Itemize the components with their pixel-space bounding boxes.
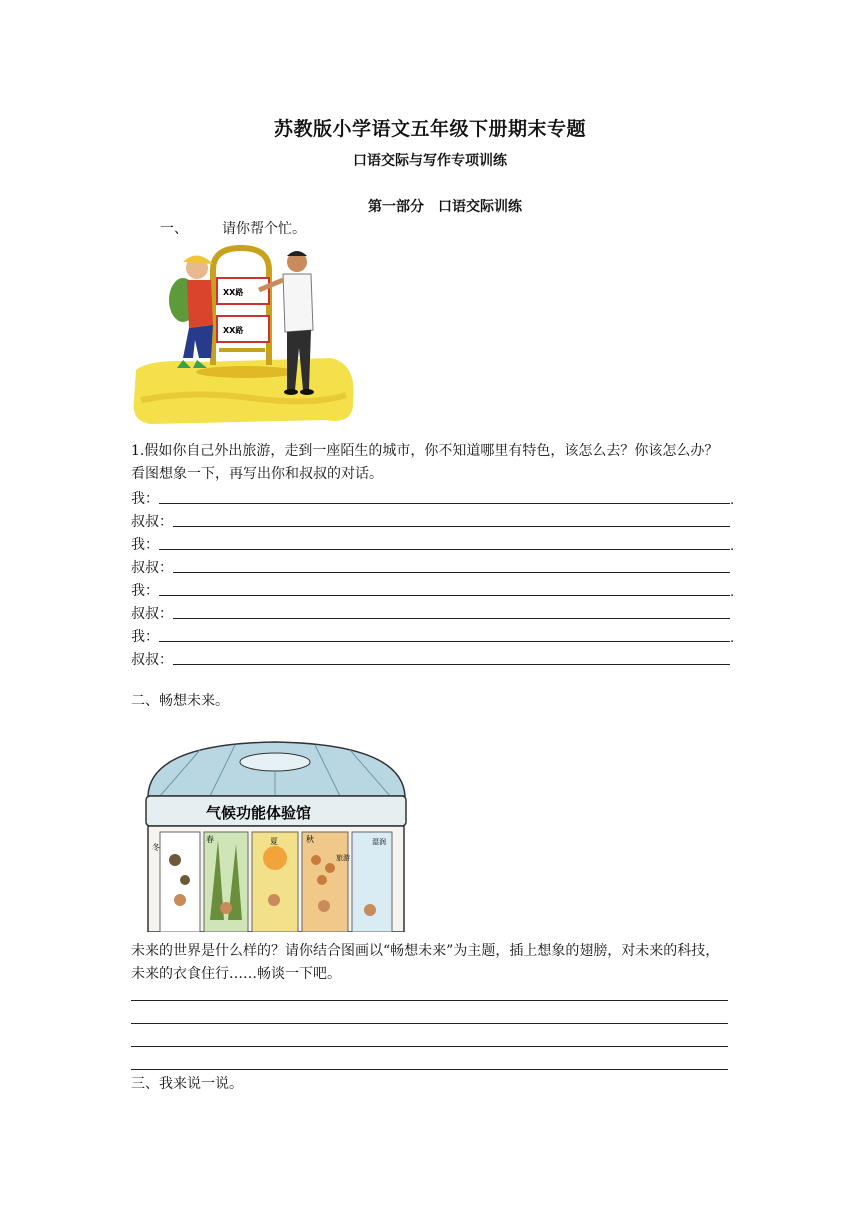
dialog-answer-blank[interactable]: [159, 581, 730, 596]
question-one-text: 1.假如你自己外出旅游，走到一座陌生的城市，你不知道哪里有特色，该怎么去？你该怎么办？看图想象一下，再写出你和叔叔的对话。: [131, 443, 719, 482]
dialog-line-end: .: [730, 585, 735, 600]
hall-banner: 气候功能体验馆: [206, 804, 312, 822]
dialog-line-end: .: [730, 539, 735, 554]
section-one-label: 请你帮个忙。: [222, 221, 306, 237]
panel-label-2: 春: [206, 835, 214, 844]
panel-label-right-1: 旅游: [336, 854, 350, 862]
panel-label-right-2: 湿润: [372, 838, 386, 846]
dialog-speaker-label: 叔叔：: [131, 652, 173, 668]
answer-line[interactable]: [131, 1023, 728, 1024]
directions-illustration: [131, 240, 361, 440]
dialog-speaker-label: 叔叔：: [131, 606, 173, 622]
answer-line[interactable]: [131, 1069, 728, 1070]
dialog-answer-blank[interactable]: [173, 604, 730, 619]
dialog-line[interactable]: [131, 509, 736, 531]
dialog-line[interactable]: [131, 647, 736, 669]
page-subtitle: 口语交际与写作专项训练: [353, 153, 507, 169]
dialog-speaker-label: 我：: [131, 537, 159, 553]
dialog-speaker-label: 我：: [131, 583, 159, 599]
section-three-heading: 三、我来说一说。: [131, 1076, 243, 1092]
dialog-speaker-label: 我：: [131, 629, 159, 645]
panel-label-3: 夏: [270, 837, 278, 846]
dialog-speaker-label: 叔叔：: [131, 514, 173, 530]
dialog-line[interactable]: [131, 624, 736, 646]
panel-label-4: 秋: [306, 835, 314, 844]
dialog-answer-blank[interactable]: [159, 489, 730, 504]
dialog-answer-blank[interactable]: [173, 512, 730, 527]
dialog-line[interactable]: [131, 601, 736, 623]
dialog-line[interactable]: [131, 532, 736, 554]
dialog-answer-blank[interactable]: [173, 558, 730, 573]
climate-hall-illustration: [140, 740, 410, 932]
sign-bottom-text: XX路: [223, 326, 244, 335]
answer-line[interactable]: [131, 1000, 728, 1001]
section-one-number: 一、: [160, 221, 188, 237]
sign-top-text: XX路: [223, 288, 244, 297]
dialog-answer-blank[interactable]: [159, 535, 730, 550]
answer-line[interactable]: [131, 1046, 728, 1047]
dialog-answer-blank[interactable]: [173, 650, 730, 665]
part-heading: 第一部分 口语交际训练: [368, 199, 522, 215]
panel-label-1: 冬: [152, 843, 160, 852]
dialog-answer-blank[interactable]: [159, 627, 730, 642]
question-two-text: 未来的世界是什么样的？请你结合图画以“畅想未来”为主题，插上想象的翅膀，对未来的科技，未来的衣食住行……畅谈一下吧。: [131, 943, 720, 982]
section-two-heading: 二、畅想未来。: [131, 693, 229, 709]
dialog-speaker-label: 我：: [131, 491, 159, 507]
section-one-heading: [160, 218, 306, 238]
dialog-speaker-label: 叔叔：: [131, 560, 173, 576]
dialog-line[interactable]: [131, 486, 736, 508]
dialog-line-end: .: [730, 493, 735, 508]
page-title: 苏教版小学语文五年级下册期末专题: [273, 118, 586, 140]
dialog-line[interactable]: [131, 578, 736, 600]
dialog-line[interactable]: [131, 555, 736, 577]
dialog-line-end: .: [730, 631, 735, 646]
